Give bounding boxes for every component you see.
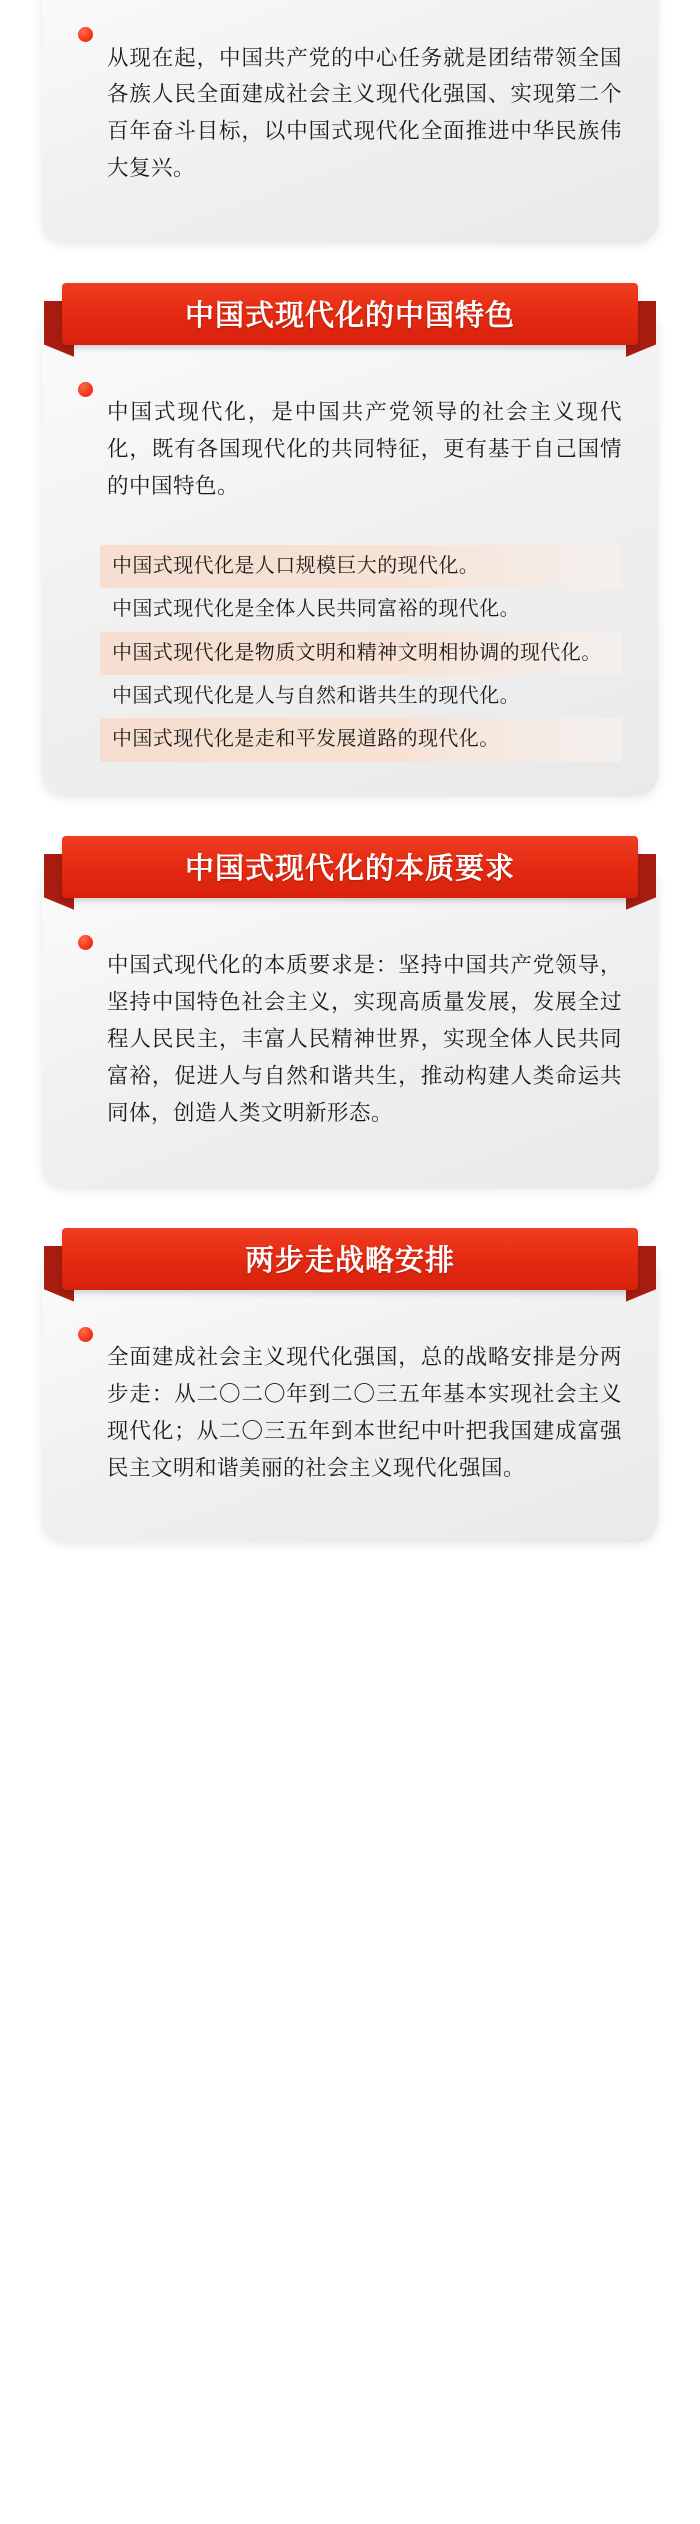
list-item: 中国式现代化是全体人民共同富裕的现代化。 bbox=[112, 598, 520, 621]
bullet-row-3 bbox=[72, 920, 628, 1154]
ribbon-banner-4 bbox=[62, 1228, 638, 1290]
bullet-row-4 bbox=[72, 1312, 628, 1509]
bullet-row-2 bbox=[72, 367, 628, 527]
content-card-4 bbox=[42, 1245, 658, 1543]
bullet-dot-icon bbox=[78, 382, 93, 397]
ribbon-band-3 bbox=[62, 836, 638, 898]
content-card-1 bbox=[42, 0, 658, 243]
card-paragraph-1: 从现在起，中国共产党的中心任务就是团结带领全国各族人民全面建成社会主义现代化强国、实现第二个百年奋斗目标，以中国式现代化全面推进中华民族伟大复兴。 bbox=[107, 45, 622, 181]
list-item: 中国式现代化是物质文明和精神文明相协调的现代化。 bbox=[100, 632, 622, 675]
bullet-dot-icon bbox=[78, 935, 93, 950]
list-item: 中国式现代化是人与自然和谐共生的现代化。 bbox=[112, 684, 520, 707]
card-paragraph-2: 中国式现代化，是中国共产党领导的社会主义现代化，既有各国现代化的共同特征，更有基于自己国情的中国特色。 bbox=[107, 400, 622, 499]
ribbon-band-2 bbox=[62, 283, 638, 345]
list-item: 中国式现代化是走和平发展道路的现代化。 bbox=[100, 718, 622, 761]
card-title-4: 两步走战略安排 bbox=[244, 1245, 455, 1278]
ribbon-banner-3 bbox=[62, 836, 638, 898]
ribbon-banner-2 bbox=[62, 283, 638, 345]
card-title-3: 中国式现代化的本质要求 bbox=[184, 853, 515, 886]
content-card-3 bbox=[42, 853, 658, 1188]
bullet-row-1 bbox=[72, 12, 628, 209]
card-title-2: 中国式现代化的中国特色 bbox=[184, 300, 515, 333]
card-paragraph-3: 中国式现代化的本质要求是：坚持中国共产党领导，坚持中国特色社会主义，实现高质量发展，发展全过程人民民主，丰富人民精神世界，实现全体人民共同富裕，促进人与自然和谐共生，推动构建人类命运共同体，创造人类文明新形态。 bbox=[107, 953, 622, 1126]
card-paragraph-4: 全面建成社会主义现代化强国，总的战略安排是分两步走：从二〇二〇年到二〇三五年基本实现社会主义现代化；从二〇三五年到本世纪中叶把我国建成富强民主文明和谐美丽的社会主义现代化强国。 bbox=[107, 1345, 622, 1480]
card-sublist-2 bbox=[100, 545, 622, 762]
bullet-dot-icon bbox=[78, 1327, 93, 1342]
content-card-2 bbox=[42, 300, 658, 796]
bullet-dot-icon bbox=[78, 27, 93, 42]
list-item: 中国式现代化是人口规模巨大的现代化。 bbox=[100, 545, 622, 588]
ribbon-band-4 bbox=[62, 1228, 638, 1290]
